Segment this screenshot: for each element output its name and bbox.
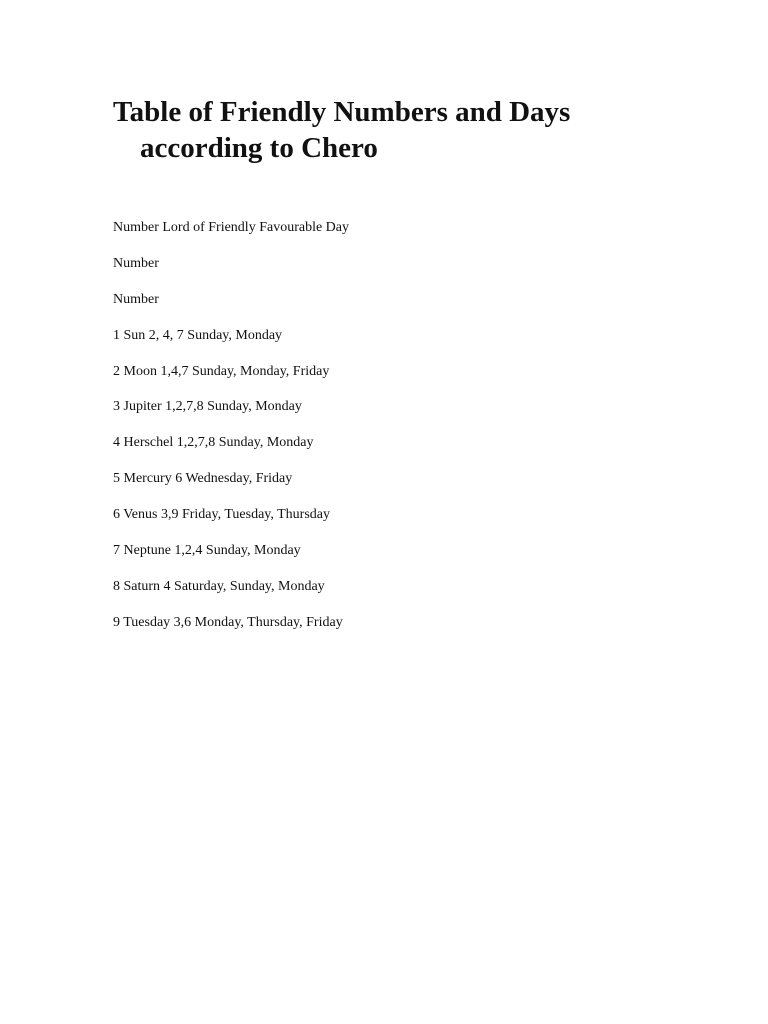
- title-line: according to Chero: [140, 132, 378, 164]
- table-row: 5 Mercury 6 Wednesday, Friday: [113, 471, 293, 487]
- document-title: [113, 94, 673, 166]
- table-header-line: Number: [113, 255, 159, 271]
- table-row: 6 Venus 3,9 Friday, Tuesday, Thursday: [113, 507, 331, 523]
- table-row: 3 Jupiter 1,2,7,8 Sunday, Monday: [113, 399, 302, 415]
- table-row: 7 Neptune 1,2,4 Sunday, Monday: [113, 543, 301, 559]
- table-row: 8 Saturn 4 Saturday, Sunday, Monday: [113, 578, 325, 594]
- table-row: 9 Tuesday 3,6 Monday, Thursday, Friday: [113, 614, 343, 630]
- table-row: 4 Herschel 1,2,7,8 Sunday, Monday: [113, 435, 314, 451]
- table-row: 1 Sun 2, 4, 7 Sunday, Monday: [113, 327, 283, 343]
- table-row: 2 Moon 1,4,7 Sunday, Monday, Friday: [113, 363, 330, 379]
- table-text-lines: [113, 218, 713, 649]
- title-line: Table of Friendly Numbers and Days: [113, 96, 571, 128]
- table-header-line: Number: [113, 291, 159, 307]
- table-header-line: Number Lord of Friendly Favourable Day: [113, 220, 349, 235]
